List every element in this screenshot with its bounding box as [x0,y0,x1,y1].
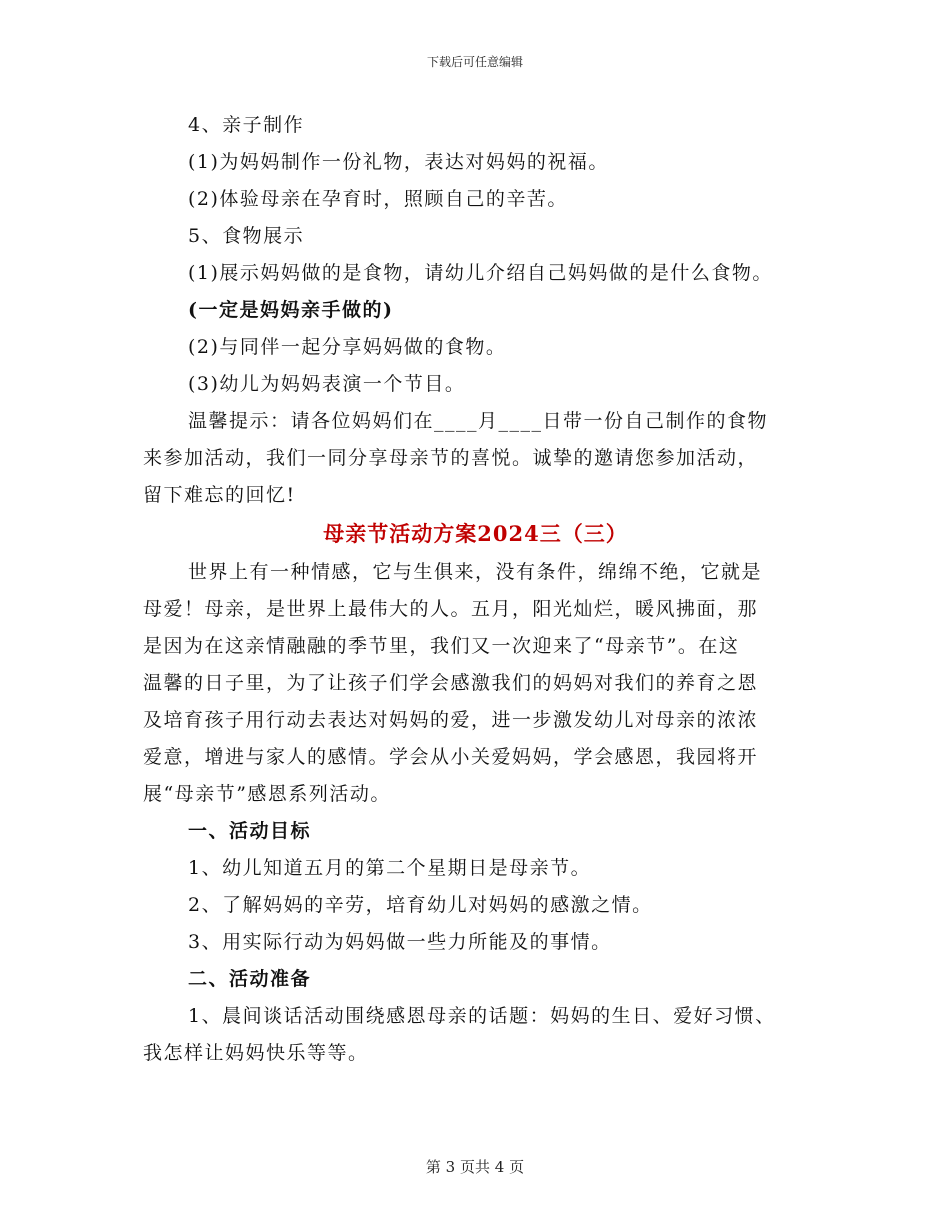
document-body [143,107,808,1072]
tip-paragraph-line: 来参加活动，我们一同分享母亲节的喜悦。诚挚的邀请您参加活动， [143,447,759,469]
list-item: (3)幼儿为妈妈表演一个节目。 [188,373,466,395]
list-item: (1)展示妈妈做的是食物，请幼儿介绍自己妈妈做的是什么食物。 [188,262,773,284]
heading-goals: 一、活动目标 [188,820,312,842]
intro-paragraph-line: 温馨的日子里，为了让孩子们学会感激我们的妈妈对我们的养育之恩 [143,672,759,694]
list-item: 2、了解妈妈的辛劳，培育幼儿对妈妈的感激之情。 [188,894,653,916]
list-item: (2)与同伴一起分享妈妈做的食物。 [188,336,507,358]
intro-paragraph-line: 及培育孩子用行动去表达对妈妈的爱，进一步激发幼儿对母亲的浓浓 [143,709,759,731]
section-heading: 5、食物展示 [188,225,305,247]
intro-paragraph-line: 展“母亲节”感恩系列活动。 [143,783,391,805]
list-item: 3、用实际行动为妈妈做一些力所能及的事情。 [188,931,612,953]
list-item: 1、幼儿知道五月的第二个星期日是母亲节。 [188,857,592,879]
list-item-continuation: 我怎样让妈妈快乐等等。 [143,1042,369,1064]
section-title: 母亲节活动方案2024三（三） [323,521,628,546]
list-item: 1、晨间谈话活动围绕感恩母亲的话题：妈妈的生日、爱好习惯、 [188,1005,776,1027]
section-heading: 4、亲子制作 [188,114,305,136]
intro-paragraph-line: 母爱！母亲，是世界上最伟大的人。五月，阳光灿烂，暖风拂面，那 [143,598,759,620]
tip-paragraph-line: 温馨提示：请各位妈妈们在____月____日带一份自己制作的食物 [188,410,769,432]
intro-paragraph-line: 爱意，增进与家人的感情。学会从小关爱妈妈，学会感恩，我园将开 [143,746,759,768]
intro-paragraph-line: 世界上有一种情感，它与生俱来，没有条件，绵绵不绝，它就是 [188,561,763,583]
note-bold: (一定是妈妈亲手做的) [188,299,394,321]
tip-paragraph-line: 留下难忘的回忆! [143,484,296,506]
page-footer: 第 3 页共 4 页 [425,1158,525,1176]
heading-preparation: 二、活动准备 [188,968,312,990]
list-item: (1)为妈妈制作一份礼物，表达对妈妈的祝福。 [188,151,609,173]
intro-paragraph-line: 是因为在这亲情融融的季节里，我们又一次迎来了“母亲节”。在这 [143,635,740,657]
page-header: 下载后可任意编辑 [426,55,523,69]
list-item: (2)体验母亲在孕育时，照顾自己的辛苦。 [188,188,568,210]
